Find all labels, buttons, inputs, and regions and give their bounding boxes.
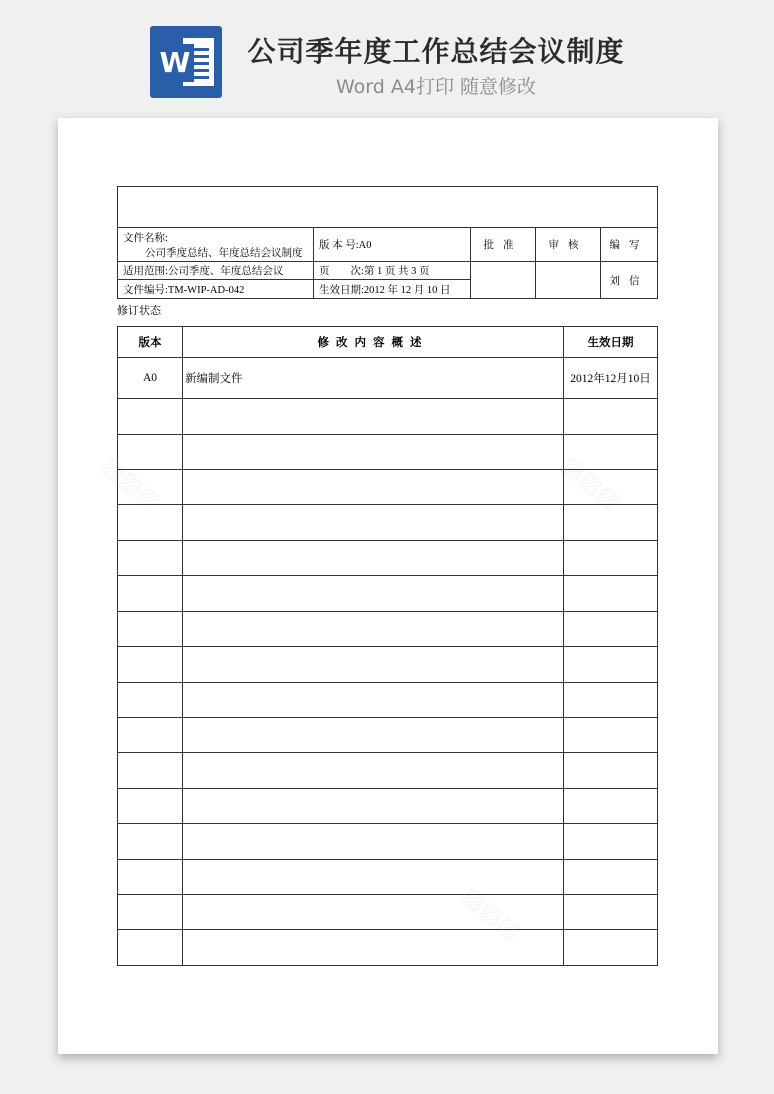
author-cell: 刘信 <box>601 262 658 299</box>
banner-title: 公司季年度工作总结会议制度 <box>247 35 625 68</box>
cell-version <box>118 894 183 929</box>
cell-version <box>118 824 183 859</box>
cell-effective-date <box>564 930 658 966</box>
cell-description <box>183 753 564 788</box>
header-blank-row <box>118 187 658 228</box>
cell-effective-date <box>564 788 658 823</box>
column-header-description: 修改内容概述 <box>183 327 564 358</box>
table-row <box>118 753 658 788</box>
cell-description <box>183 930 564 966</box>
cell-description <box>183 434 564 469</box>
review-cell: 审核 <box>536 228 601 262</box>
cell-description <box>183 717 564 752</box>
file-name-value: 公司季度总结、年度总结会议制度 <box>145 247 303 259</box>
write-cell: 编写 <box>601 228 658 262</box>
table-row <box>118 399 658 434</box>
banner <box>0 0 774 118</box>
version-label: 版 本 号: <box>319 240 359 251</box>
cell-version: A0 <box>118 358 183 399</box>
table-row <box>118 358 658 399</box>
banner-subtitle: Word A4打印 随意修改 <box>335 76 536 98</box>
version-value: A0 <box>358 240 372 251</box>
revision-table <box>117 326 658 966</box>
table-row <box>118 824 658 859</box>
cell-description <box>183 788 564 823</box>
cell-description <box>183 611 564 646</box>
cell-version <box>118 682 183 717</box>
review-sign-cell <box>536 262 601 299</box>
approve-cell: 批准 <box>471 228 536 262</box>
cell-effective-date <box>564 505 658 540</box>
table-row <box>118 859 658 894</box>
cell-version <box>118 859 183 894</box>
cell-effective-date <box>564 647 658 682</box>
scope-cell: 适用范围:公司季度、年度总结会议 <box>118 262 314 280</box>
revision-status-label: 修订状态 <box>117 305 161 317</box>
cell-effective-date <box>564 576 658 611</box>
cell-description <box>183 682 564 717</box>
page-value: 第 1 页 共 3 页 <box>363 266 430 277</box>
table-row <box>118 540 658 575</box>
cell-description <box>183 505 564 540</box>
cell-version <box>118 788 183 823</box>
effective-date-value: 2012 年 12 月 10 日 <box>363 284 451 296</box>
file-name-cell <box>118 228 314 262</box>
cell-effective-date <box>564 717 658 752</box>
word-letter: W <box>156 44 194 82</box>
table-row <box>118 894 658 929</box>
cell-description <box>183 399 564 434</box>
cell-description <box>183 824 564 859</box>
cell-version <box>118 505 183 540</box>
document-page <box>58 118 718 1054</box>
cell-description <box>183 647 564 682</box>
table-row <box>118 647 658 682</box>
approve-sign-cell <box>471 262 536 299</box>
table-row <box>118 470 658 505</box>
cell-version <box>118 930 183 966</box>
cell-effective-date <box>564 434 658 469</box>
cell-version <box>118 753 183 788</box>
cell-effective-date <box>564 753 658 788</box>
page-cell <box>314 262 471 280</box>
cell-version <box>118 434 183 469</box>
column-header-effective-date: 生效日期 <box>564 327 658 358</box>
cell-effective-date <box>564 540 658 575</box>
table-row <box>118 717 658 752</box>
cell-description <box>183 470 564 505</box>
effective-date-cell <box>314 280 471 299</box>
table-row <box>118 576 658 611</box>
cell-version <box>118 717 183 752</box>
cell-description <box>183 540 564 575</box>
cell-effective-date <box>564 682 658 717</box>
column-header-version: 版本 <box>118 327 183 358</box>
table-row <box>118 930 658 966</box>
cell-description <box>183 894 564 929</box>
version-cell <box>314 228 471 262</box>
cell-effective-date <box>564 611 658 646</box>
cell-version <box>118 540 183 575</box>
cell-description <box>183 859 564 894</box>
table-row <box>118 682 658 717</box>
cell-effective-date <box>564 894 658 929</box>
cell-description <box>183 576 564 611</box>
document-header-table <box>117 186 658 299</box>
cell-effective-date <box>564 470 658 505</box>
cell-version <box>118 647 183 682</box>
table-row <box>118 788 658 823</box>
cell-effective-date <box>564 399 658 434</box>
cell-effective-date <box>564 859 658 894</box>
file-number-cell: 文件编号:TM-WIP-AD-042 <box>118 280 314 299</box>
page-label: 页 次: <box>319 266 364 277</box>
word-document-icon <box>150 26 222 98</box>
cell-version <box>118 576 183 611</box>
cell-effective-date: 2012年12月10日 <box>564 358 658 399</box>
cell-version <box>118 399 183 434</box>
cell-effective-date <box>564 824 658 859</box>
table-row <box>118 505 658 540</box>
cell-version <box>118 611 183 646</box>
table-row <box>118 611 658 646</box>
cell-version <box>118 470 183 505</box>
effective-date-label: 生效日期: <box>319 284 364 296</box>
cell-description: 新编制文件 <box>183 358 564 399</box>
table-row <box>118 434 658 469</box>
file-name-label: 文件名称: <box>123 232 168 244</box>
